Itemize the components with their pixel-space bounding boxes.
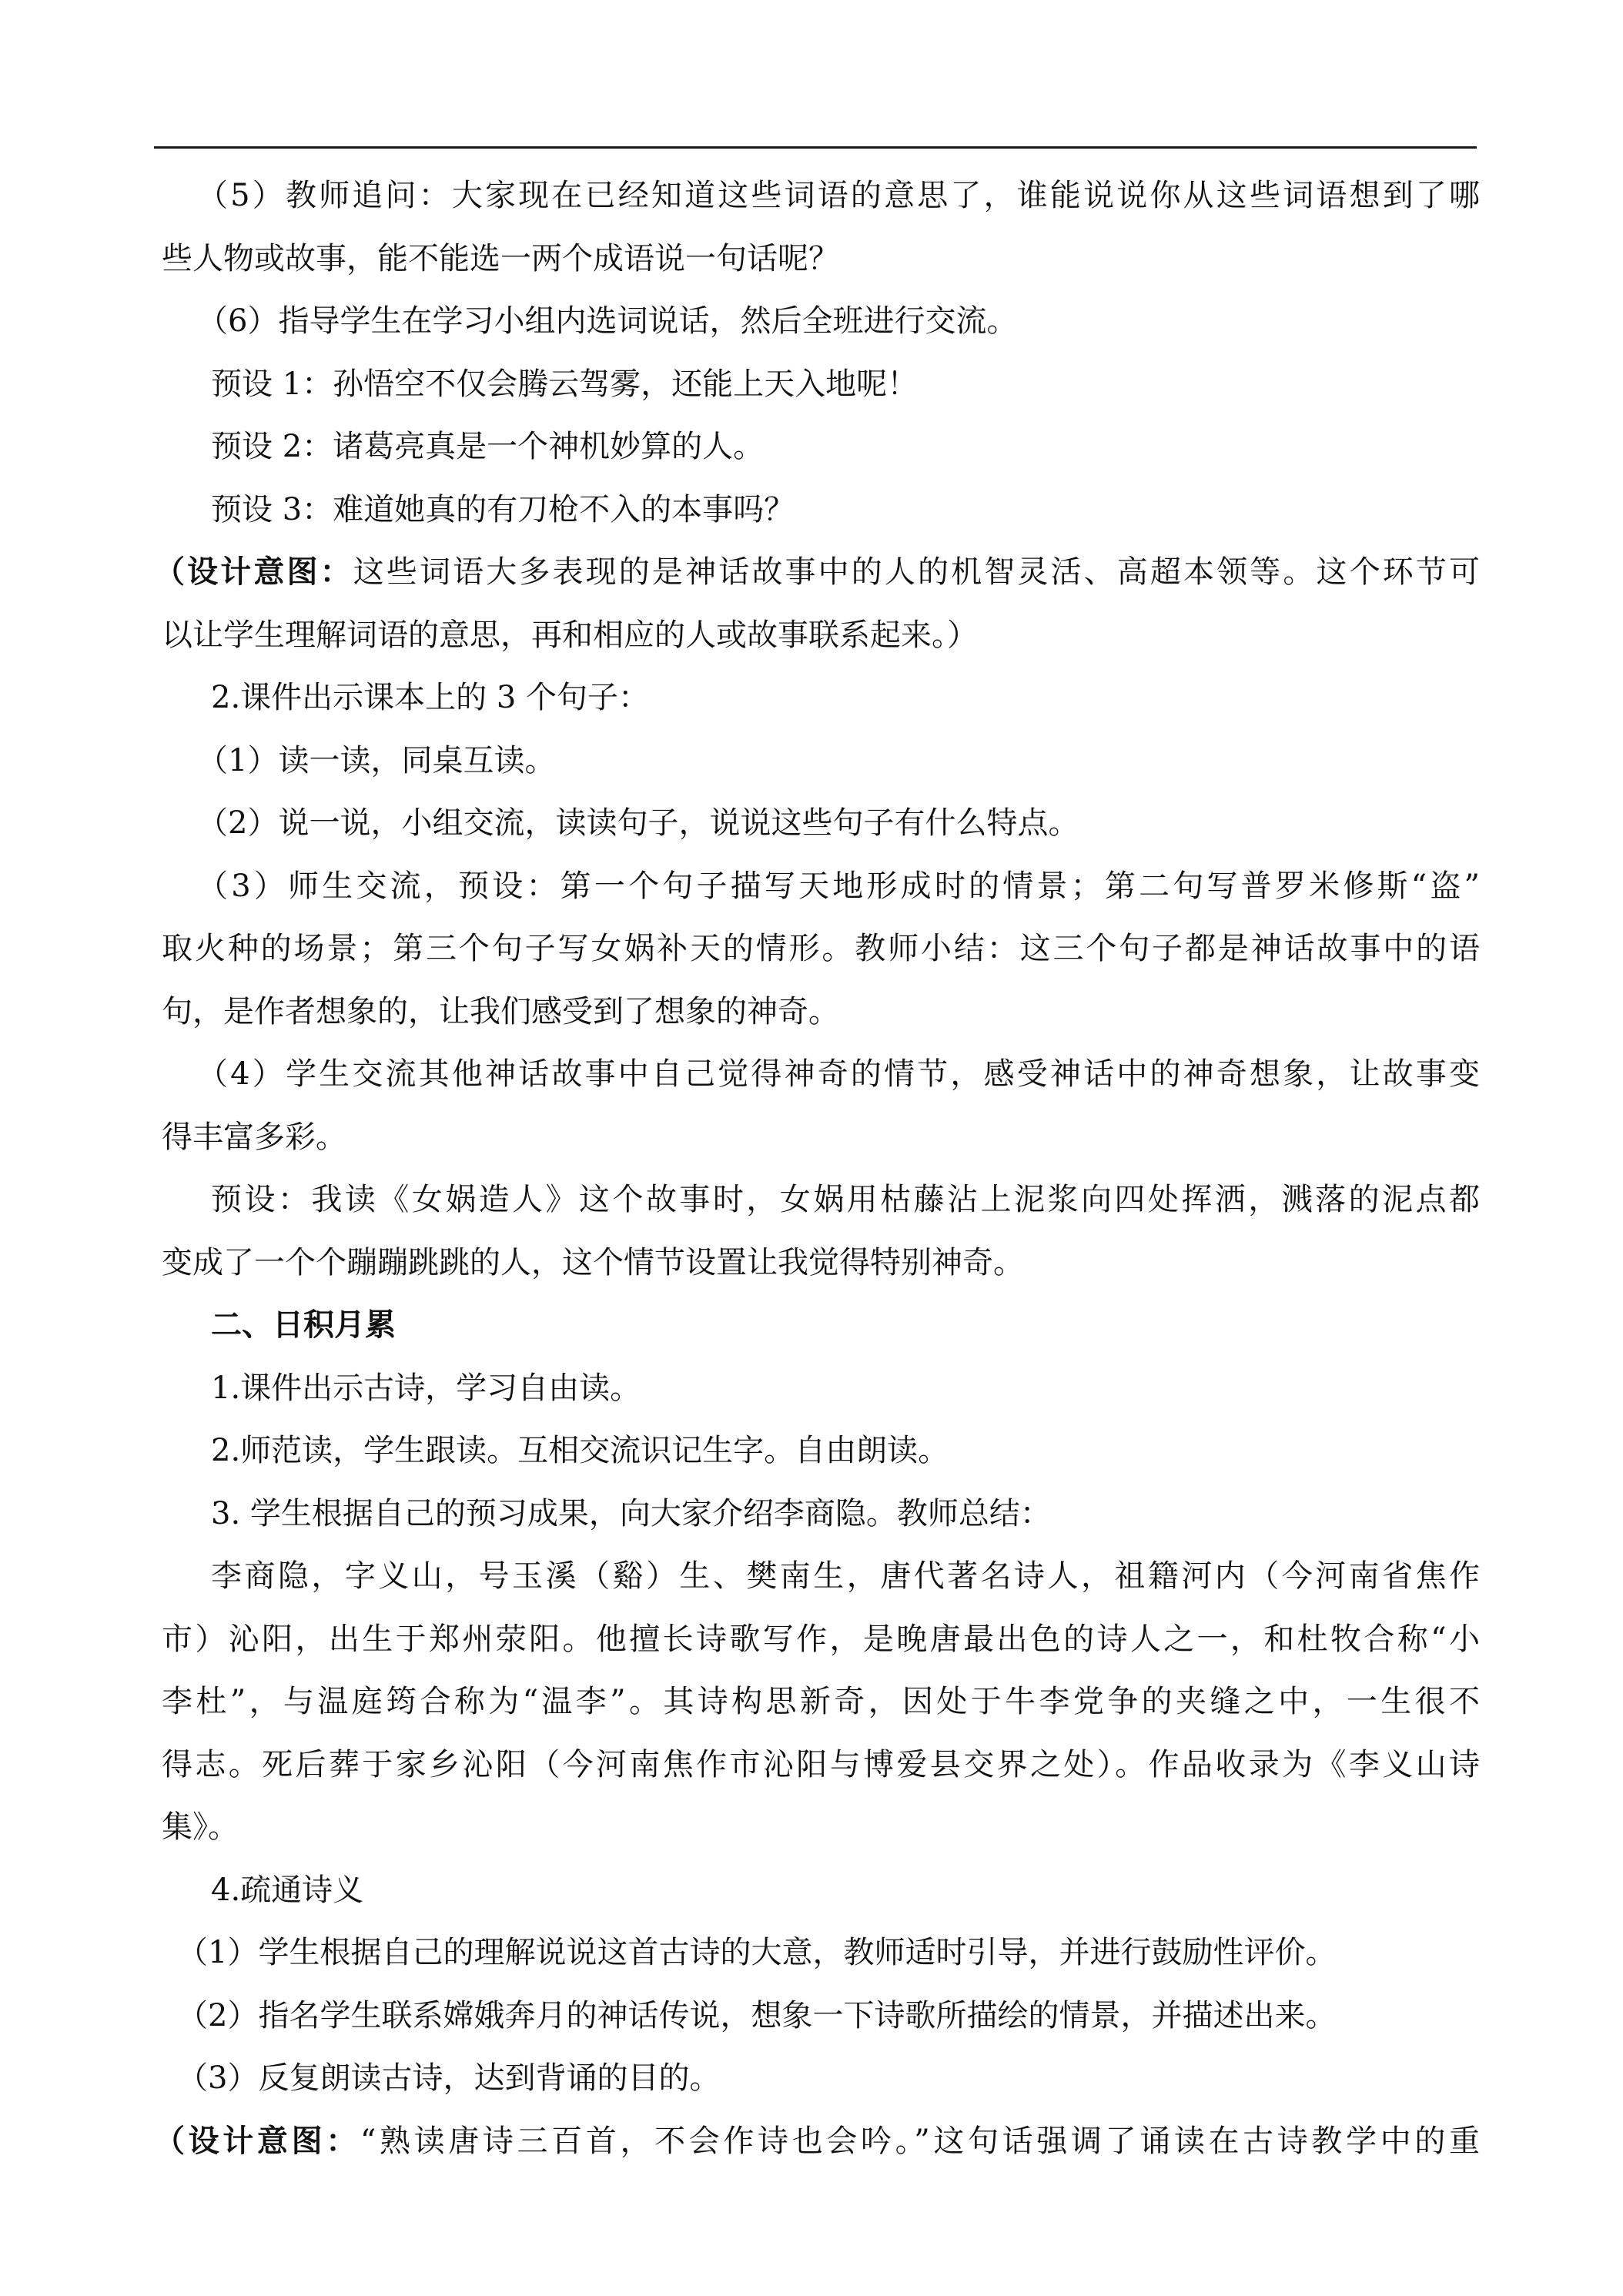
paragraph-line: 集》。	[162, 1809, 239, 1845]
paragraph-line: （3）反复朗读古诗，达到背诵的目的。	[177, 2060, 721, 2096]
design-intent-line	[154, 541, 1480, 604]
section-heading: 二、日积月累	[211, 1307, 396, 1343]
step-heading: 3. 学生根据自己的预习成果，向大家介绍李商隐。教师总结：	[211, 1495, 1051, 1531]
paragraph-line: （1）学生根据自己的理解说说这首古诗的大意，教师适时引导，并进行鼓励性评价。	[177, 1935, 1337, 1970]
header-rule	[154, 146, 1477, 149]
step-heading: 2.课件出示课本上的 3 个句子：	[211, 680, 650, 715]
paragraph-line: （5）教师追问：大家现在已经知道这些词语的意思了，谁能说说你从这些词语想到了哪	[197, 178, 1480, 213]
design-intent-label: （设计意图：	[154, 554, 353, 590]
paragraph-line: 以让学生理解词语的意思，再和相应的人或故事联系起来。）	[162, 617, 978, 653]
step-heading: 1.课件出示古诗，学习自由读。	[211, 1370, 641, 1406]
paragraph-line: 些人物或故事，能不能选一两个成语说一句话呢？	[162, 240, 839, 276]
paragraph-line: 取火种的场景；第三个句子写女娲补天的情形。教师小结：这三个句子都是神话故事中的语	[162, 931, 1480, 966]
paragraph-line: 李杜”，与温庭筠合称为“温李”。其诗构思新奇，因处于牛李党争的夹缝之中，一生很不	[162, 1684, 1480, 1719]
paragraph-line: 句，是作者想象的，让我们感受到了想象的神奇。	[162, 993, 839, 1029]
paragraph-line: （2）说一说，小组交流，读读句子，说说这些句子有什么特点。	[197, 805, 1079, 841]
preset-line: 预设 1：孙悟空不仅会腾云驾雾，还能上天入地呢！	[211, 366, 919, 402]
step-heading: 4.疏通诗义	[211, 1872, 364, 1908]
preset-line: 预设 2：诸葛亮真是一个神机妙算的人。	[211, 429, 765, 464]
paragraph-line: 变成了一个个蹦蹦跳跳的人，这个情节设置让我觉得特别神奇。	[162, 1244, 1024, 1280]
design-intent-line	[154, 2110, 1480, 2174]
paragraph-line: （6）指导学生在学习小组内选词说话，然后全班进行交流。	[197, 303, 1018, 339]
paragraph-line: （3）师生交流，预设：第一个句子描写天地形成时的情景；第二句写普罗米修斯“盗”	[197, 868, 1480, 904]
preset-line: 预设 3：难道她真的有刀枪不入的本事吗？	[211, 491, 795, 527]
step-heading: 2.师范读，学生跟读。互相交流识记生字。自由朗读。	[211, 1433, 949, 1468]
design-intent-text: “熟读唐诗三百首，不会作诗也会吟。”这句话强调了诵读在古诗教学中的重	[360, 2123, 1481, 2159]
paragraph-line: （2）指名学生联系嫦娥奔月的神话传说，想象一下诗歌所描绘的情景，并描述出来。	[177, 1997, 1337, 2033]
paragraph-line: （4）学生交流其他神话故事中自己觉得神奇的情节，感受神话中的神奇想象，让故事变	[197, 1056, 1480, 1092]
paragraph-line: 李商隐，字义山，号玉溪（谿）生、樊南生，唐代著名诗人，祖籍河内（今河南省焦作	[211, 1558, 1480, 1594]
paragraph-line: 市）沁阳，出生于郑州荥阳。他擅长诗歌写作，是晚唐最出色的诗人之一，和杜牧合称“小	[162, 1621, 1480, 1657]
paragraph-line: 得丰富多彩。	[162, 1119, 346, 1155]
paragraph-line: 得志。死后葬于家乡沁阳（今河南焦作市沁阳与博爱县交界之处）。作品收录为《李义山诗	[162, 1746, 1480, 1782]
paragraph-line: （1）读一读，同桌互读。	[197, 742, 556, 778]
paragraph-line: 预设：我读《女娲造人》这个故事时，女娲用枯藤沾上泥浆向四处挥洒，溅落的泥点都	[211, 1182, 1480, 1217]
design-intent-label: （设计意图：	[154, 2123, 360, 2159]
design-intent-text: 这些词语大多表现的是神话故事中的人的机智灵活、高超本领等。这个环节可	[353, 554, 1481, 590]
document-body	[154, 165, 1481, 2173]
